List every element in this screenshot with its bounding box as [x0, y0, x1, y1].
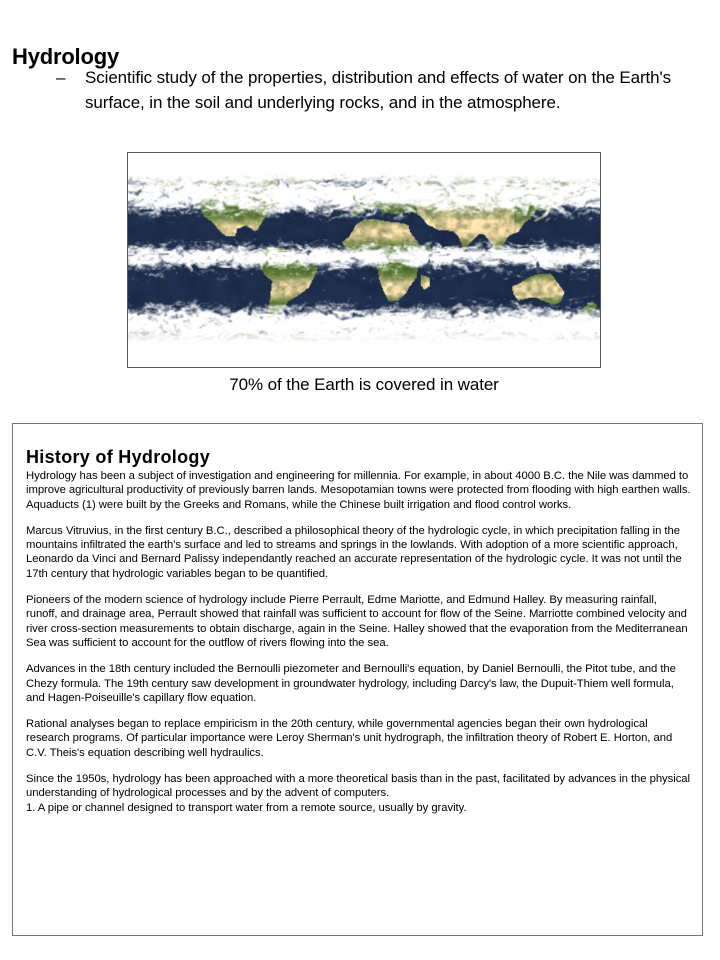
bullet-item-text: Scientific study of the properties, distribution and effects of water on the Earth's surface, in the soil and underlying rocks, and in the atmosphere. — [85, 68, 672, 112]
earth-world-map-image — [128, 153, 600, 367]
history-paragraph: Marcus Vitruvius, in the first century B.C., described a philosophical theory of the hydrologic cycle, in which precipitation falling in the mountains infiltrated the earth's surface and led to streams and springs in the lowlands. With adoption of a more scientific approach, Leonardo da Vinci and Bernard Palissy independantly reached an accurate representation of the hydrologic cycle. It was not until the 17th century that hydrologic variables began to be quantified. — [26, 524, 682, 580]
bullet-dash-marker: – — [56, 68, 66, 87]
history-body — [26, 469, 691, 827]
figure-caption: 70% of the Earth is covered in water — [229, 375, 499, 394]
history-heading: History of Hydrology — [26, 446, 211, 467]
history-panel — [12, 423, 703, 936]
history-paragraph: Rational analyses began to replace empiricism in the 20th century, while governmental agencies began their own hydrological research programs. Of particular importance were Leroy Sherman's unit hydrograph, the infiltration theory of Robert E. Horton, and C.V. Theis's equation describing well hydraulics. — [26, 718, 673, 759]
history-paragraph: Since the 1950s, hydrology has been approached with a more theoretical basis than in the past, facilitated by advances in the physical understanding of hydrological processes and by the advent of computers. — [26, 773, 690, 800]
history-paragraph: Hydrology has been a subject of investigation and engineering for millennia. For example, in about 4000 B.C. the Nile was dammed to improve agricultural productivity of previously barren lands. Mesopotamian towns were protected from flooding with high earthen walls. Aquaducts (1) were built by the Greeks and Romans, while the Chinese built irrigation and flood control works. — [26, 470, 691, 511]
history-footnote: 1. A pipe or channel designed to transport water from a remote source, usually by gravity. — [26, 801, 467, 814]
bullet-item — [56, 66, 708, 115]
history-paragraph: Advances in the 18th century included the Bernoulli piezometer and Bernoulli's equation, by Daniel Bernoulli, the Pitot tube, and the Chezy formula. The 19th century saw development in groundwater hydrology, including Darcy's law, the Dupuit-Thiem well formula, and Hagen-Poiseuille's capillary flow equation. — [26, 663, 676, 704]
earth-image-frame — [127, 152, 601, 368]
page-title: Hydrology — [12, 43, 119, 69]
earth-figure — [127, 152, 601, 368]
history-paragraph: Pioneers of the modern science of hydrology include Pierre Perrault, Edme Mariotte, and Edmund Halley. By measuring rainfall, runoff, and drainage area, Perrault showed that rainfall was sufficient to account for flow of the Seine. Marriotte combined velocity and river cross-section measurements to obtain discharge, again in the Seine. Halley showed that the evaporation from the Mediterranean Sea was sufficient to account for the outflow of rivers flowing into the sea. — [26, 594, 688, 649]
